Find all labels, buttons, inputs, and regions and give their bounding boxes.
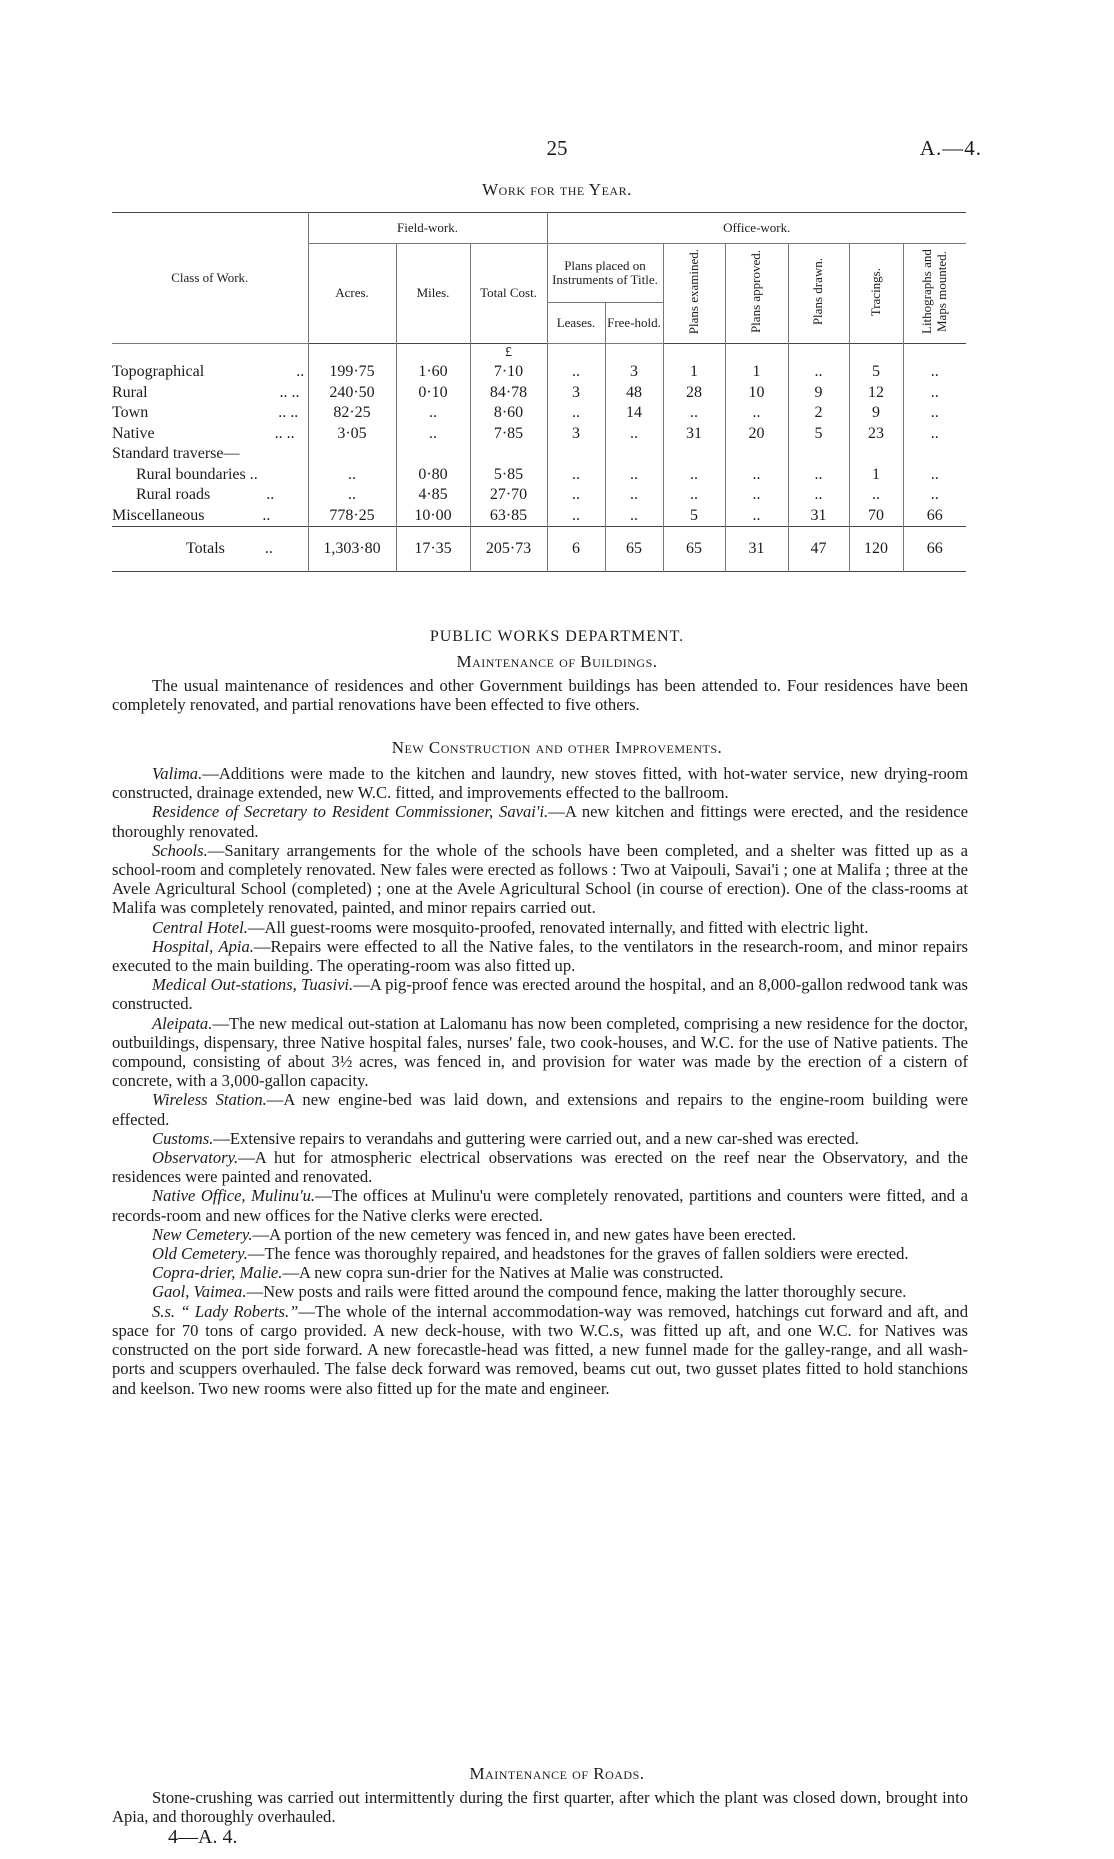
row-leader: .. .. [274,424,295,442]
improvement-text: —The offices at Mulinu'u were completely renovated, partitions and counters were fitted, and a records-room and new offices for the Native clerks were erected. [112,1186,969,1225]
row-label: Standard traverse— [112,445,240,463]
total-miles: 17·35 [396,527,470,572]
cell-leases: .. [547,403,605,424]
maintenance-roads-heading: Maintenance of Roads. [469,1764,645,1783]
totals-label: Totals [186,540,225,558]
row-leader: .. .. [278,404,299,422]
improvement-paragraph [112,1129,968,1148]
header-acres: Acres. [308,244,396,344]
cell-examined: .. [663,485,725,506]
improvement-heading: Old Cemetery. [152,1244,248,1264]
row-label: Rural [112,383,148,401]
improvement-paragraph [112,841,968,918]
cell-acres: .. [308,465,396,486]
improvement-text: —The new medical out-station at Lalomanu has now been completed, comprising a new residence for the doctor, outbuildings, dispensary, three Native hospital fales, nurses' fale, two cook-houses, and W.C. for the use of Native patients. The compound, consisting of about 3½ acres, was fenced in, and provision for water was made by the erection of a cistern of concrete, with a 3,000-gallon capacity. [112,1013,968,1091]
cell-tracings: 1 [849,465,903,486]
improvement-heading: Native Office, Mulinu'u. [152,1186,316,1206]
header-field-work: Field-work. [308,213,547,244]
cell-leases: 3 [547,383,605,404]
cell-freehold: .. [605,506,663,527]
cell-miles: .. [396,424,470,445]
header-plans-examined: Plans examined. [685,249,701,335]
cell-examined: .. [663,465,725,486]
cell-examined: 31 [663,424,725,445]
improvement-text: —Extensive repairs to verandahs and guttering were carried out, and a new car-shed was erected. [213,1128,859,1148]
improvement-text: —A pig-proof fence was erected around the hospital, and an 8,000-gallon redwood tank was constructed. [112,975,968,1014]
cell-cost: 84·78 [470,383,547,404]
row-label: Town [112,404,149,422]
improvement-heading: Aleipata. [152,1013,213,1033]
improvement-text: —The fence was thoroughly repaired, and headstones for the graves of fallen soldiers were erected. [247,1244,909,1264]
table-row [112,506,966,527]
cell-drawn: 31 [788,506,849,527]
cell-acres: 82·25 [308,403,396,424]
improvement-text: —Repairs were effected to all the Native fales, to the ventilators in the research-room, and minor repairs executed to the main building. The operating-room was also fitted up. [112,936,968,976]
total-lithographs: 66 [903,527,966,572]
table-row [112,362,966,383]
cell-miles: 0·80 [396,465,470,486]
header-plans-drawn: Plans drawn. [810,258,826,326]
improvement-heading: Medical Out-stations, Tuasivi. [152,975,354,995]
header-lithographs: Lithographs and Maps mounted. [918,249,949,335]
cell-approved: .. [725,506,788,527]
total-approved: 31 [725,527,788,572]
table-row [112,383,966,404]
improvement-paragraph [112,1148,968,1186]
row-leader: .. [266,486,275,504]
improvement-text: —All guest-rooms were mosquito-proofed, renovated internally, and fitted with electric light. [247,917,869,937]
cell-leases: .. [547,362,605,383]
improvement-paragraph [112,1302,968,1398]
cell-lithographs: .. [903,383,966,404]
pwd-heading: PUBLIC WORKS DEPARTMENT. [429,628,685,645]
improvement-text: —A new copra sun-drier for the Natives at Malie was constructed. [282,1263,724,1283]
maintenance-buildings-heading: Maintenance of Buildings. [456,652,658,671]
row-leader: .. [262,506,271,524]
row-leader: .. .. [279,383,300,401]
cell-cost: 63·85 [470,506,547,527]
row-leader: .. [249,465,258,483]
header-class-of-work: Class of Work. [112,213,308,344]
cell-lithographs: .. [903,485,966,506]
improvement-heading: Central Hotel. [152,917,248,937]
improvement-paragraph [112,1282,968,1301]
improvement-paragraph [112,1090,968,1128]
improvement-paragraph [112,1186,968,1224]
cell-cost: 7·85 [470,424,547,445]
cell-tracings: 9 [849,403,903,424]
cell-examined: .. [663,403,725,424]
cell-drawn: .. [788,485,849,506]
cell-approved: 10 [725,383,788,404]
cell-lithographs: .. [903,362,966,383]
cell-freehold: 48 [605,383,663,404]
cell-freehold: 3 [605,362,663,383]
cell-examined: 5 [663,506,725,527]
row-label: Rural roads [136,486,211,504]
cell-leases: .. [547,465,605,486]
cell-acres: 3·05 [308,424,396,445]
cell-lithographs: .. [903,465,966,486]
improvement-paragraph [112,1244,968,1263]
improvement-heading: Valima. [152,764,203,783]
total-cost: 205·73 [470,527,547,572]
maintenance-roads-text: Stone-crushing was carried out intermittently during the first quarter, after which the plant was closed down, brought into Apia, and thoroughly overhauled. [112,1788,968,1827]
cell-approved: .. [725,485,788,506]
cell-leases: .. [547,506,605,527]
table-row [112,485,966,506]
cell-drawn: 5 [788,424,849,445]
cell-lithographs: .. [903,403,966,424]
improvement-heading: Gaol, Vaimea. [152,1282,247,1302]
improvement-text: —A hut for atmospheric electrical observations was erected on the reef near the Observatory, and the residences were painted and renovated. [112,1148,968,1187]
cell-cost: 7·10 [470,362,547,383]
total-freehold: 65 [605,527,663,572]
cell-acres: 199·75 [308,362,396,383]
new-construction-heading: New Construction and other Improvements. [391,738,723,757]
improvement-paragraph [112,1225,968,1244]
improvement-paragraph [112,975,968,1013]
header-plans-approved: Plans approved. [748,250,764,334]
header-leases: Leases. [547,303,605,344]
totals-leader: .. [264,540,273,558]
table-row [112,424,966,445]
cell-acres: .. [308,485,396,506]
table-title: Work for the Year. [482,180,632,199]
improvement-paragraph [112,918,968,937]
cell-freehold: .. [605,424,663,445]
total-acres: 1,303·80 [308,527,396,572]
cell-approved: 1 [725,362,788,383]
improvement-heading: Copra-drier, Malie. [152,1263,283,1283]
cell-miles: .. [396,403,470,424]
cell-tracings: .. [849,485,903,506]
table-row [112,444,966,465]
row-label: Topographical [112,363,205,381]
improvement-paragraph [112,802,968,840]
row-label: Rural boundaries [136,465,246,483]
improvement-heading: Customs. [152,1128,214,1148]
row-label: Miscellaneous [112,506,205,524]
improvement-heading: New Cemetery. [152,1224,253,1244]
cell-drawn: 2 [788,403,849,424]
cell-examined: 1 [663,362,725,383]
improvement-heading: Wireless Station. [152,1090,267,1110]
cell-miles: 1·60 [396,362,470,383]
improvement-text: —Additions were made to the kitchen and laundry, new stoves fitted, with hot-water service, new drying-room constructed, drainage extended, new W.C. fitted, and improvements effected to the ballroom. [112,764,968,803]
improvement-paragraph [112,937,968,975]
cell-freehold: 14 [605,403,663,424]
cell-acres: 778·25 [308,506,396,527]
improvement-text: —The whole of the internal accommodation-way was removed, hatchings cut forward and aft, and space for 70 tons of cargo provided. A new deck-house, with two W.C.s, was fitted up aft, and one W.C. for Natives was constructed on the port side forward. A new forecastle-head was fitted, a new funnel made for the galley-range, and all wash-ports and scuppers overhauled. The false deck forward was removed, beams cut out, two gusset plates fitted to hold stanchions and keelson. Two new rooms were also fitted up for the mate and engineer. [112,1301,969,1398]
row-leader: .. [296,363,305,381]
header-miles: Miles. [396,244,470,344]
cell-approved: 20 [725,424,788,445]
cell-lithographs: .. [903,424,966,445]
totals-row [112,527,966,572]
maintenance-buildings-text: The usual maintenance of residences and other Government buildings has been attended to. Four residences have been completely renovated, and partial renovations have been effected to five others. [112,676,968,715]
cell-tracings: 5 [849,362,903,383]
header-total-cost: Total Cost. [470,244,547,344]
cell-miles: 10·00 [396,506,470,527]
cell-leases: .. [547,485,605,506]
work-for-year-table [112,212,966,572]
cell-drawn: 9 [788,383,849,404]
footer-signature: 4—A. 4. [168,1826,238,1848]
improvement-text: —A portion of the new cemetery was fenced in, and new gates have been erected. [252,1224,797,1244]
total-tracings: 120 [849,527,903,572]
header-freehold: Free-hold. [605,303,663,344]
header-office-work: Office-work. [547,213,966,244]
improvement-heading: S.s. “ Lady Roberts.” [152,1301,299,1321]
cell-drawn: .. [788,465,849,486]
row-label: Native [112,424,155,442]
page-number: 25 [546,136,568,160]
table-row [112,465,966,486]
document-reference: A.—4. [919,136,982,160]
cell-tracings: 23 [849,424,903,445]
new-construction-list [112,764,968,1398]
total-drawn: 47 [788,527,849,572]
cell-approved: .. [725,403,788,424]
cell-acres: 240·50 [308,383,396,404]
currency-symbol: £ [470,344,547,363]
cell-drawn: .. [788,362,849,383]
improvement-paragraph [112,1014,968,1091]
improvement-paragraph [112,764,968,802]
header-tracings: Tracings. [867,267,883,316]
cell-tracings: 12 [849,383,903,404]
improvement-heading: Observatory. [152,1148,239,1168]
improvement-paragraph [112,1263,968,1282]
cell-lithographs: 66 [903,506,966,527]
cell-miles: 0·10 [396,383,470,404]
improvement-text: —A new kitchen and fittings were erected, and the residence thoroughly renovated. [112,802,969,841]
cell-cost: 27·70 [470,485,547,506]
improvement-heading: Residence of Secretary to Resident Commissioner, Savai'i. [152,802,549,822]
cell-freehold: .. [605,485,663,506]
cell-cost: 8·60 [470,403,547,424]
improvement-text: —New posts and rails were fitted around the compound fence, making the latter thoroughly secure. [246,1282,907,1302]
total-examined: 65 [663,527,725,572]
improvement-heading: Schools. [152,840,208,860]
cell-approved: .. [725,465,788,486]
total-leases: 6 [547,527,605,572]
cell-cost: 5·85 [470,465,547,486]
cell-miles: 4·85 [396,485,470,506]
cell-examined: 28 [663,383,725,404]
table-row [112,403,966,424]
improvement-text: —A new engine-bed was laid down, and extensions and repairs to the engine-room building were effected. [112,1090,968,1129]
cell-freehold: .. [605,465,663,486]
improvement-text: —Sanitary arrangements for the whole of the schools have been completed, and a shelter was fitted up as a school-room and completely renovated. New fales were erected as follows : Two at Vaipouli, Savai'i ; one at Malifa ; three at the Avele Agricultural School (completed) ; one at the Avele Agricultural School (in course of erection). One of the class-rooms at Malifa was completely renovated, painted, and minor repairs carried out. [112,840,968,918]
cell-tracings: 70 [849,506,903,527]
header-plans-placed: Plans placed on Instruments of Title. [547,244,663,303]
improvement-heading: Hospital, Apia. [152,936,254,956]
cell-leases: 3 [547,424,605,445]
